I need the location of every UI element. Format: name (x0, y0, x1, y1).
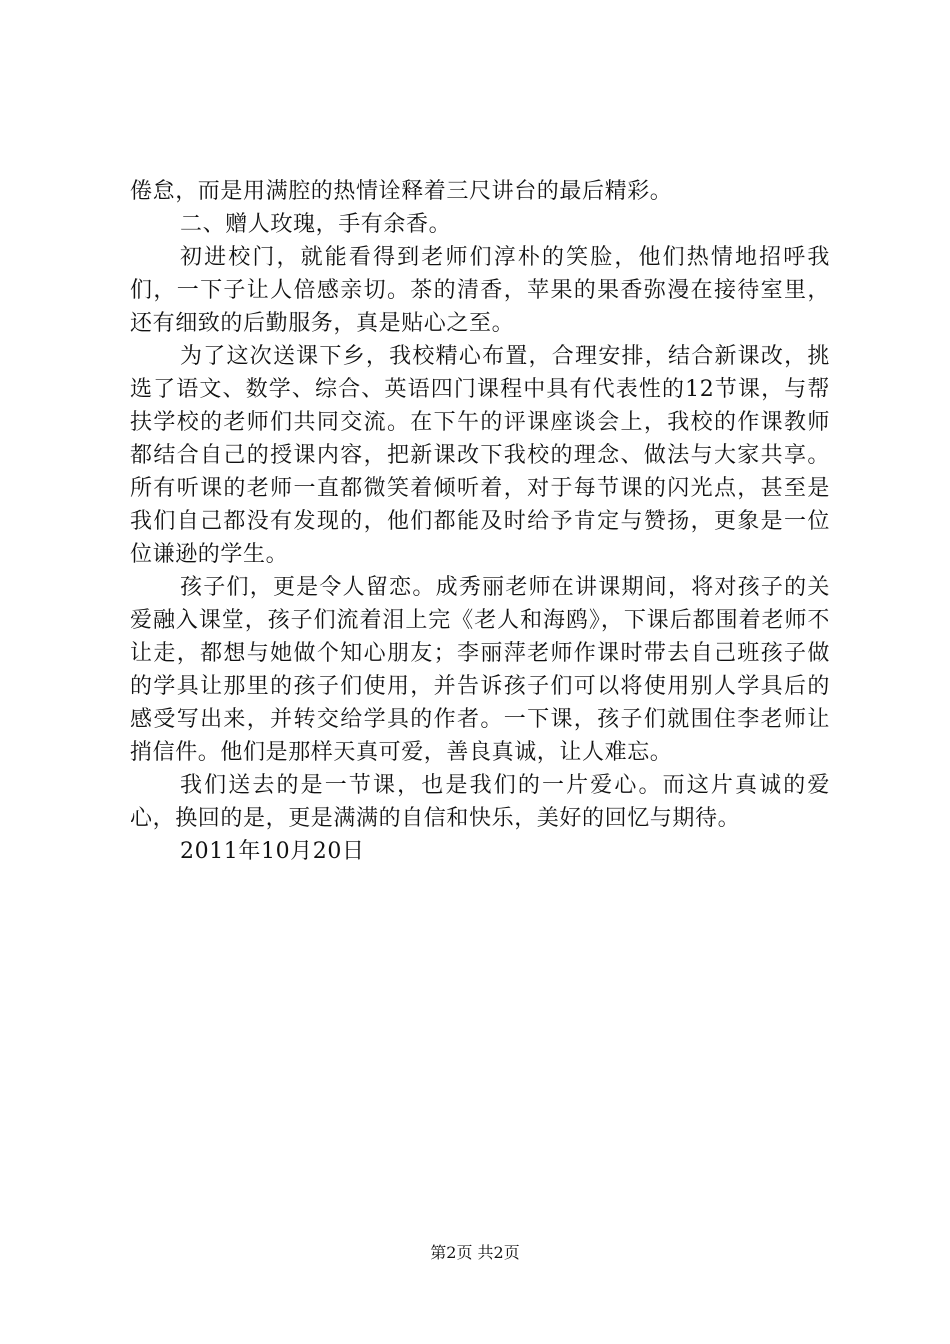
paragraph-children: 孩子们，更是令人留恋。成秀丽老师在讲课期间，将对孩子的关爱融入课堂，孩子们流着泪上完《老人和海鸥》，下课后都围着老师不让走，都想与她做个知心朋友；李丽萍老师作课时带去自己班孩子做的学具让那里的孩子们使用，并告诉孩子们可以将使用别人学具后的感受写出来，并转交给学具的作者。一下课，孩子们就围住李老师让捎信件。他们是那样天真可爱，善良真诚，让人难忘。 (130, 575, 830, 765)
paragraph-continuation: 倦怠，而是用满腔的热情诠释着三尺讲台的最后精彩。 (130, 179, 673, 204)
document-date: 2011年10月20日 (180, 839, 365, 864)
paragraph-course-arrangement: 为了这次送课下乡，我校精心布置，合理安排，结合新课改，挑选了语文、数学、综合、英语四门课程中具有代表性的12节课，与帮扶学校的老师们共同交流。在下午的评课座谈会上，我校的作课教师都结合自己的授课内容，把新课改下我校的理念、做法与大家共享。所有听课的老师一直都微笑着倾听着，对于每节课的闪光点，甚至是我们自己都没有发现的，他们都能及时给予肯定与赞扬，更象是一位位谦逊的学生。 (130, 344, 830, 567)
paragraph-school-welcome: 初进校门，就能看得到老师们淳朴的笑脸，他们热情地招呼我们，一下子让人倍感亲切。茶的清香，苹果的果香弥漫在接待室里，还有细致的后勤服务，真是贴心之至。 (130, 245, 830, 336)
paragraph-conclusion: 我们送去的是一节课，也是我们的一片爱心。而这片真诚的爱心，换回的是，更是满满的自信和快乐，美好的回忆与期待。 (130, 773, 830, 831)
page-footer: 第2页 共2页 (430, 1243, 520, 1262)
document-body (130, 175, 830, 868)
section-heading: 二、赠人玫瑰，手有余香。 (180, 212, 452, 237)
